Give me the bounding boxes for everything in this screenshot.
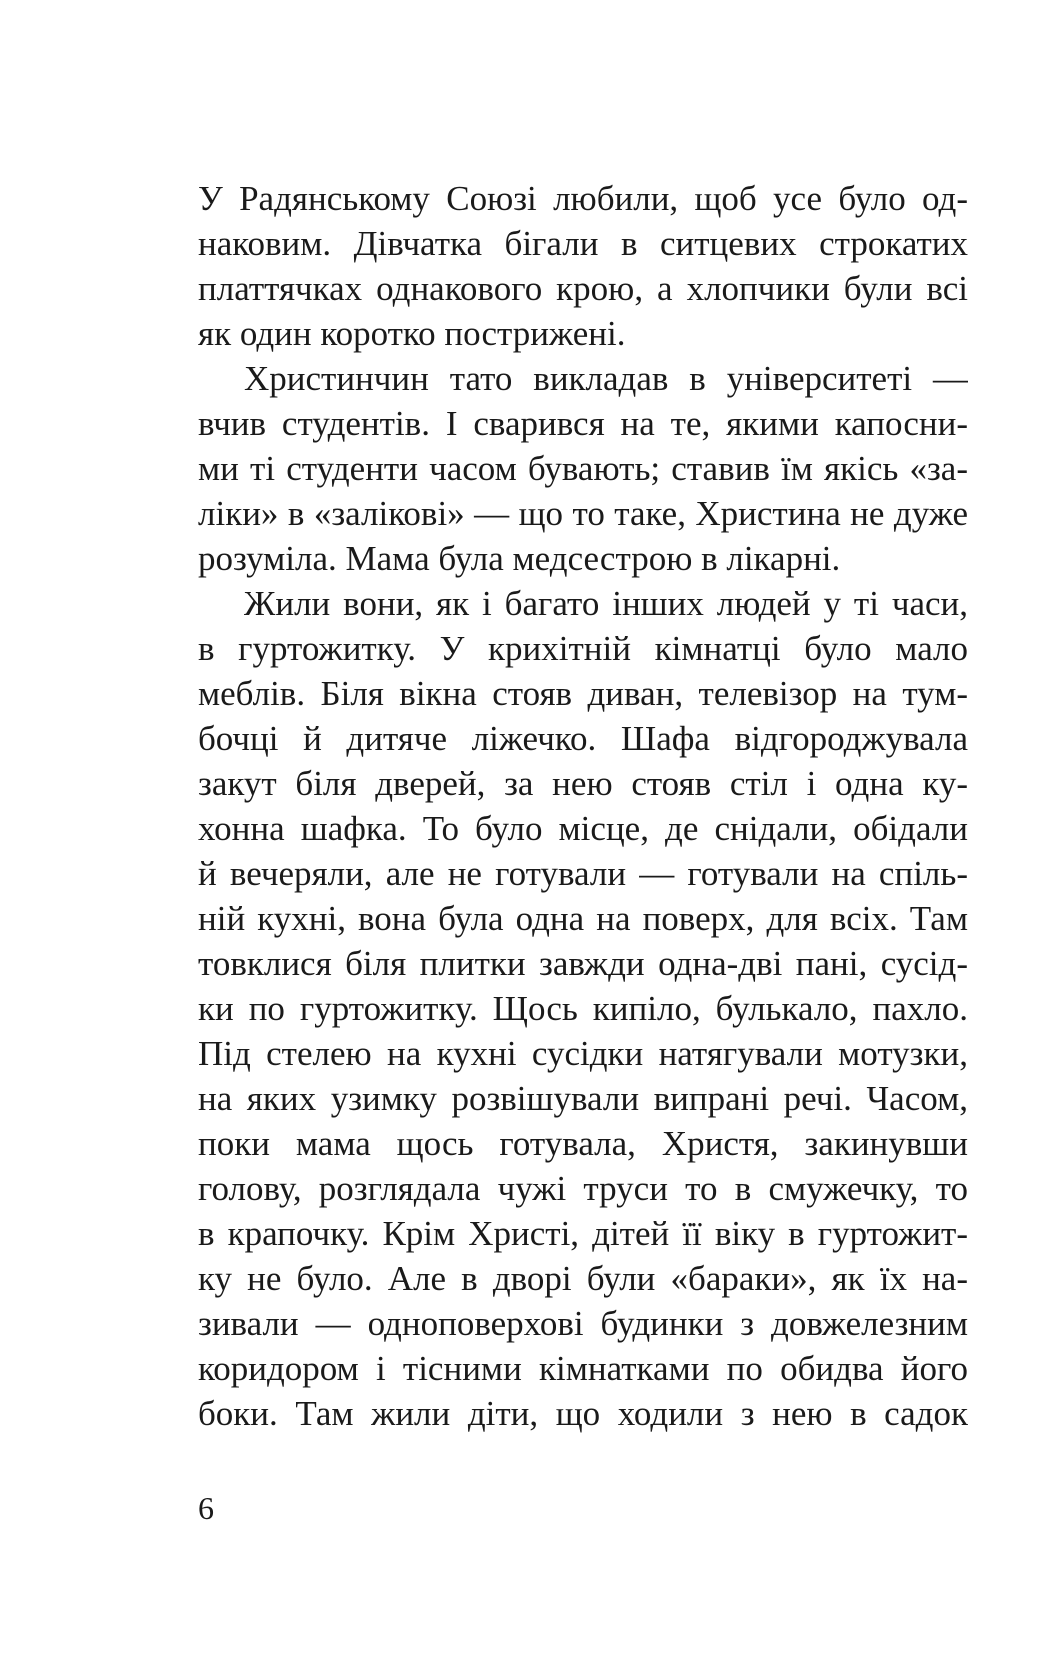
text-line: Христинчин тато викладав в університеті — (244, 359, 968, 398)
text-line: Жили вони, як і багато інших людей у ті часи, (244, 584, 968, 623)
text-line: боки. Там жили діти, що ходили з нею в садок (198, 1394, 968, 1433)
text-line: У Радянському Союзі любили, щоб усе було од- (198, 179, 968, 218)
text-line: ми ті студенти часом бувають; ставив їм якісь «за- (198, 449, 968, 488)
text-line: ній кухні, вона була одна на поверх, для всіх. Там (198, 899, 968, 938)
text-line: ліки» в «залікові» — що то таке, Христина не дуже (198, 494, 968, 533)
page-number: 6 (198, 1490, 214, 1526)
text-line: коридором і тісними кімнатками по обидва його (198, 1349, 968, 1388)
text-line: Під стелею на кухні сусідки натягували мотузки, (198, 1034, 968, 1073)
text-line: товклися біля плитки завжди одна-дві пані, сусід- (198, 944, 968, 983)
text-line: хонна шафка. То було місце, де снідали, обідали (198, 809, 968, 848)
text-line: закут біля дверей, за нею стояв стіл і одна ку- (198, 764, 968, 803)
text-line: ки по гуртожитку. Щось кипіло, булькало, пахло. (198, 989, 968, 1028)
text-line: ку не було. Але в дворі були «бараки», як їх на- (198, 1259, 968, 1298)
text-line: зивали — одноповерхові будинки з довжелезним (198, 1304, 968, 1343)
text-line: в гуртожитку. У крихітній кімнатці було мало (198, 629, 968, 668)
text-line: бочці й дитяче ліжечко. Шафа відгороджувала (198, 719, 968, 758)
text-line: на яких узимку розвішували випрані речі. Часом, (198, 1079, 968, 1118)
text-line: меблів. Біля вікна стояв диван, телевізор на тум- (198, 674, 968, 713)
text-line: як один коротко пострижені. (198, 314, 626, 353)
text-line: в крапочку. Крім Христі, дітей її віку в гуртожит- (198, 1214, 968, 1253)
body-text (198, 176, 968, 1436)
text-line: вчив студентів. І сварився на те, якими капосни- (198, 404, 968, 443)
text-line: поки мама щось готувала, Христя, закинувши (198, 1124, 968, 1163)
text-line: голову, розглядала чужі труси то в смужечку, то (198, 1169, 968, 1208)
text-line: й вечеряли, але не готували — готували на спіль- (198, 854, 968, 893)
text-line: наковим. Дівчатка бігали в ситцевих строкатих (198, 224, 968, 263)
text-line: розуміла. Мама була медсестрою в лікарні. (198, 539, 841, 578)
text-line: платтячках однакового крою, а хлопчики були всі (198, 269, 968, 308)
